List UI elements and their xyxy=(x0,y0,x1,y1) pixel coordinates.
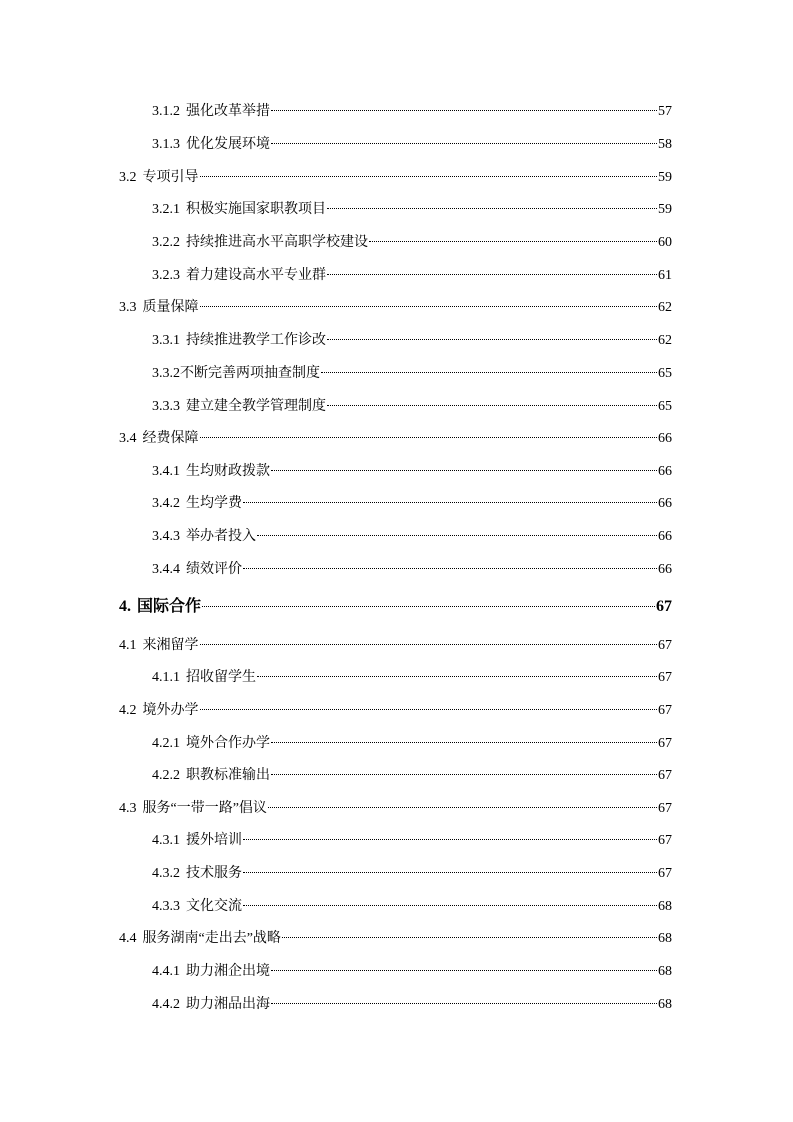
toc-entry-3-4-2[interactable] xyxy=(152,493,672,515)
toc-entry-title: 持续推进高水平高职学校建设 xyxy=(186,235,368,250)
toc-entry-title: 优化发展环境 xyxy=(186,137,270,152)
toc-entry-page: 65 xyxy=(658,399,672,414)
toc-entry-title: 国际合作 xyxy=(137,598,202,615)
toc-entry-page: 59 xyxy=(658,202,672,217)
toc-entry-title: 举办者投入 xyxy=(186,529,256,544)
toc-entry-title: 生均学费 xyxy=(186,496,242,511)
toc-entry-title: 持续推进教学工作诊改 xyxy=(186,333,326,348)
toc-entry-4-1[interactable] xyxy=(119,635,672,657)
toc-entry-number: 3.2.1 xyxy=(152,202,180,217)
toc-leader-dots xyxy=(200,644,658,645)
toc-entry-4-4-2[interactable] xyxy=(152,994,672,1016)
toc-entry-title: 援外培训 xyxy=(186,833,242,848)
toc-entry-4-3-3[interactable] xyxy=(152,896,672,918)
toc-leader-dots xyxy=(327,405,657,406)
toc-entry-number: 4.3.2 xyxy=(152,866,180,881)
toc-leader-dots xyxy=(243,568,657,569)
toc-entry-number: 3.2.2 xyxy=(152,235,180,250)
toc-entry-number: 4. xyxy=(119,598,131,615)
toc-entry-title: 文化交流 xyxy=(186,899,242,914)
toc-entry-page: 62 xyxy=(658,300,672,315)
toc-entry-3-2[interactable] xyxy=(119,167,672,189)
toc-entry-title: 招收留学生 xyxy=(186,670,256,685)
toc-entry-number: 3.4.2 xyxy=(152,496,180,511)
toc-entry-title: 经费保障 xyxy=(142,431,199,446)
toc-entry-title: 建立建全教学管理制度 xyxy=(186,399,326,414)
toc-entry-title: 质量保障 xyxy=(142,300,199,315)
toc-entry-title: 服务“一带一路”倡议 xyxy=(142,801,267,816)
toc-leader-dots xyxy=(243,905,657,906)
toc-entry-number: 4.4 xyxy=(119,931,137,946)
toc-entry-4-2-2[interactable] xyxy=(152,765,672,787)
toc-entry-3-4[interactable] xyxy=(119,428,672,450)
toc-entry-page: 65 xyxy=(658,366,672,381)
toc-entry-number: 3.1.2 xyxy=(152,104,180,119)
toc-entry-title: 来湘留学 xyxy=(142,638,199,653)
toc-entry-page: 67 xyxy=(658,833,672,848)
toc-entry-3-3-3[interactable] xyxy=(152,396,672,418)
toc-leader-dots xyxy=(271,143,657,144)
toc-entry-title: 境外合作办学 xyxy=(186,736,270,751)
toc-entry-title: 专项引导 xyxy=(142,170,199,185)
toc-entry-page: 67 xyxy=(658,866,672,881)
toc-entry-number: 3.2.3 xyxy=(152,268,180,283)
toc-entry-page: 66 xyxy=(658,431,672,446)
toc-entry-title: 境外办学 xyxy=(142,703,199,718)
toc-entry-title: 生均财政拨款 xyxy=(186,464,270,479)
toc-entry-page: 67 xyxy=(656,598,672,615)
toc-entry-number: 4.3.1 xyxy=(152,833,180,848)
toc-entry-4-2[interactable] xyxy=(119,700,672,722)
toc-entry-3-2-3[interactable] xyxy=(152,265,672,287)
toc-entry-number: 4.3 xyxy=(119,801,137,816)
toc-entry-3-1-2[interactable] xyxy=(152,101,672,123)
toc-leader-dots xyxy=(243,872,657,873)
toc-entry-page: 61 xyxy=(658,268,672,283)
toc-leader-dots xyxy=(243,502,657,503)
toc-entry-4-3-1[interactable] xyxy=(152,830,672,852)
toc-entry-number: 3.4.1 xyxy=(152,464,180,479)
toc-leader-dots xyxy=(257,535,657,536)
toc-leader-dots xyxy=(271,470,657,471)
toc-entry-4-1-1[interactable] xyxy=(152,667,672,689)
toc-entry-number: 4.1.1 xyxy=(152,670,180,685)
toc-entry-page: 58 xyxy=(658,137,672,152)
toc-entry-number: 4.2 xyxy=(119,703,137,718)
toc-leader-dots xyxy=(327,208,657,209)
toc-entry-page: 66 xyxy=(658,529,672,544)
toc-entry-title: 职教标准输出 xyxy=(186,768,270,783)
toc-entry-page: 66 xyxy=(658,464,672,479)
toc-entry-4-chapter[interactable] xyxy=(119,596,672,618)
toc-entry-title: 绩效评价 xyxy=(186,562,242,577)
toc-leader-dots xyxy=(327,339,657,340)
toc-entry-3-3-1[interactable] xyxy=(152,330,672,352)
toc-entry-page: 68 xyxy=(658,997,672,1012)
toc-entry-page: 59 xyxy=(658,170,672,185)
toc-leader-dots xyxy=(202,606,655,607)
toc-entry-3-4-1[interactable] xyxy=(152,461,672,483)
toc-leader-dots xyxy=(271,1003,657,1004)
toc-leader-dots xyxy=(200,306,658,307)
toc-entry-title: 技术服务 xyxy=(186,866,242,881)
toc-entry-title: 积极实施国家职教项目 xyxy=(186,202,326,217)
toc-entry-title: 助力湘企出境 xyxy=(186,964,270,979)
toc-entry-4-4[interactable] xyxy=(119,928,672,950)
toc-entry-number: 3.3.2 xyxy=(152,366,180,381)
toc-entry-page: 67 xyxy=(658,768,672,783)
toc-leader-dots xyxy=(271,774,657,775)
toc-entry-3-2-1[interactable] xyxy=(152,199,672,221)
toc-leader-dots xyxy=(271,742,657,743)
toc-entry-number: 3.3.1 xyxy=(152,333,180,348)
toc-entry-number: 3.3 xyxy=(119,300,137,315)
toc-leader-dots xyxy=(321,372,657,373)
toc-leader-dots xyxy=(369,241,657,242)
toc-entry-title: 强化改革举措 xyxy=(186,104,270,119)
toc-entry-3-2-2[interactable] xyxy=(152,232,672,254)
toc-entry-page: 68 xyxy=(658,899,672,914)
toc-leader-dots xyxy=(271,110,657,111)
toc-entry-number: 4.4.2 xyxy=(152,997,180,1012)
toc-entry-title: 助力湘品出海 xyxy=(186,997,270,1012)
toc-entry-number: 3.4.4 xyxy=(152,562,180,577)
toc-entry-number: 3.4 xyxy=(119,431,137,446)
toc-entry-3-4-4[interactable] xyxy=(152,559,672,581)
toc-leader-dots xyxy=(268,807,657,808)
toc-entry-page: 62 xyxy=(658,333,672,348)
toc-entry-page: 66 xyxy=(658,562,672,577)
toc-entry-page: 67 xyxy=(658,736,672,751)
toc-entry-number: 3.2 xyxy=(119,170,137,185)
toc-entry-page: 67 xyxy=(658,801,672,816)
toc-entry-3-4-3[interactable] xyxy=(152,526,672,548)
toc-entry-page: 66 xyxy=(658,496,672,511)
toc-leader-dots xyxy=(200,437,658,438)
toc-entry-number: 4.2.2 xyxy=(152,768,180,783)
toc-leader-dots xyxy=(271,970,657,971)
toc-leader-dots xyxy=(282,937,657,938)
toc-leader-dots xyxy=(200,176,658,177)
toc-leader-dots xyxy=(243,839,657,840)
toc-entry-number: 4.3.3 xyxy=(152,899,180,914)
toc-entry-title: 着力建设高水平专业群 xyxy=(186,268,326,283)
toc-entry-number: 4.4.1 xyxy=(152,964,180,979)
toc-entry-page: 67 xyxy=(658,670,672,685)
toc-entry-title: 不断完善两项抽查制度 xyxy=(180,366,320,381)
toc-entry-number: 3.3.3 xyxy=(152,399,180,414)
toc-entry-number: 3.1.3 xyxy=(152,137,180,152)
toc-leader-dots xyxy=(257,676,657,677)
toc-leader-dots xyxy=(327,274,657,275)
toc-entry-4-3[interactable] xyxy=(119,798,672,820)
toc-entry-number: 4.2.1 xyxy=(152,736,180,751)
toc-entry-page: 67 xyxy=(658,703,672,718)
toc-entry-number: 3.4.3 xyxy=(152,529,180,544)
toc-entry-3-1-3[interactable] xyxy=(152,134,672,156)
toc-entry-page: 68 xyxy=(658,964,672,979)
toc-entry-page: 57 xyxy=(658,104,672,119)
toc-entry-number: 4.1 xyxy=(119,638,137,653)
toc-entry-3-3-2[interactable] xyxy=(152,363,672,385)
toc-entry-title: 服务湖南“走出去”战略 xyxy=(142,931,281,946)
toc-entry-3-3[interactable] xyxy=(119,297,672,319)
toc-leader-dots xyxy=(200,709,658,710)
toc-entry-page: 60 xyxy=(658,235,672,250)
toc-entry-page: 67 xyxy=(658,638,672,653)
toc-entry-4-3-2[interactable] xyxy=(152,863,672,885)
toc-entry-4-4-1[interactable] xyxy=(152,961,672,983)
toc-entry-4-2-1[interactable] xyxy=(152,733,672,755)
toc-entry-page: 68 xyxy=(658,931,672,946)
